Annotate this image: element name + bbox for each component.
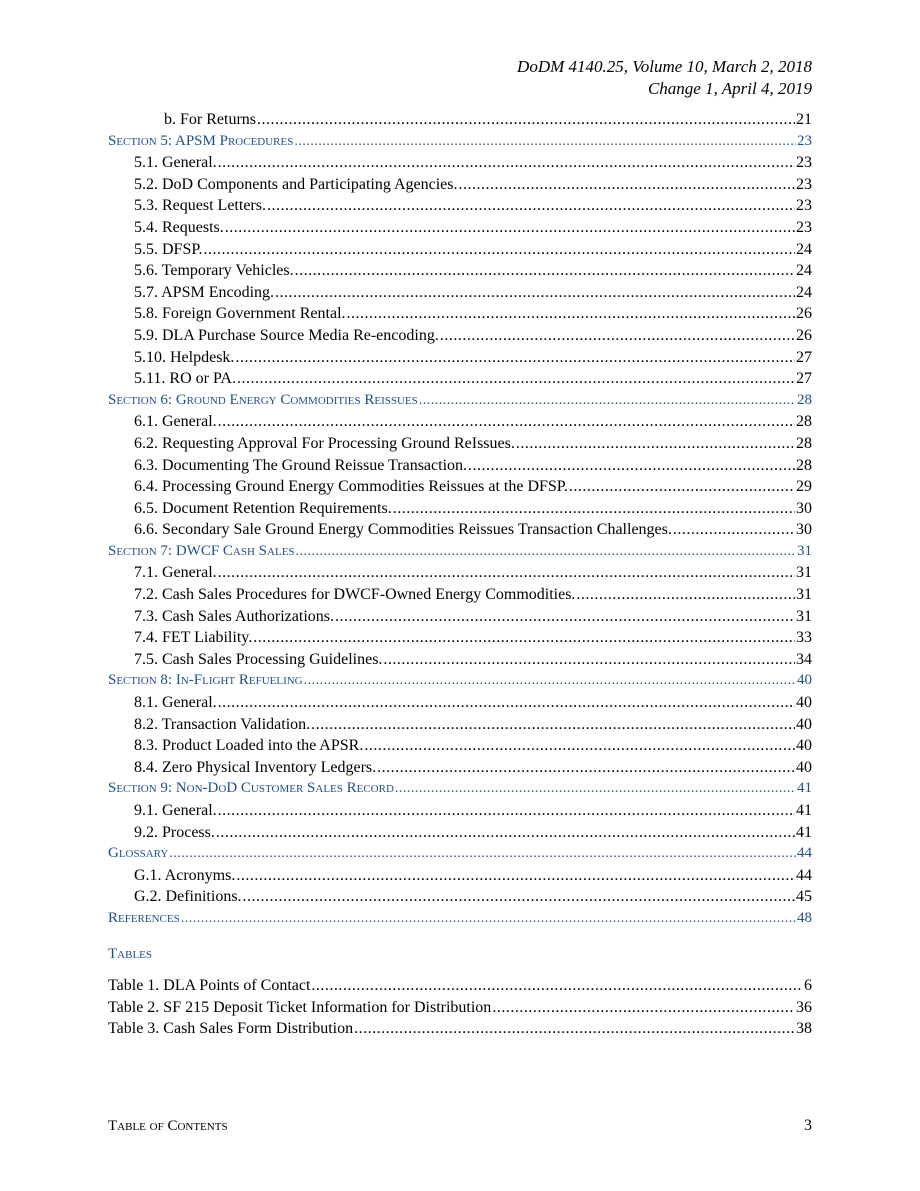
toc-entry[interactable]: [108, 735, 812, 757]
toc-entry-page: 41: [796, 823, 812, 841]
dot-leader: [296, 541, 796, 563]
page-header: [517, 56, 812, 99]
dot-leader: [203, 239, 795, 261]
toc-entry[interactable]: [108, 195, 812, 217]
dot-leader: [275, 282, 795, 304]
toc-entry-page: 33: [796, 629, 812, 647]
toc-entry[interactable]: [108, 1018, 812, 1040]
dot-leader: [235, 347, 795, 369]
footer-page-number: 3: [804, 1117, 812, 1134]
dot-leader: [311, 975, 803, 997]
toc-entry-label: 8.3. Product Loaded into the APSR.: [134, 737, 364, 755]
dot-leader: [377, 757, 795, 779]
toc-entry[interactable]: [108, 498, 812, 520]
dot-leader: [218, 692, 795, 714]
toc-entry-page: 45: [796, 888, 812, 906]
toc-entry-label: 5.8. Foreign Government Rental.: [134, 305, 346, 323]
toc-entry-page: 48: [797, 909, 812, 926]
toc-entry[interactable]: [108, 606, 812, 628]
toc-section-link[interactable]: [108, 843, 812, 865]
toc-entry-page: 26: [796, 305, 812, 323]
toc-entry-label: 7.1. General.: [134, 564, 217, 582]
dot-leader: [216, 822, 795, 844]
toc-entry-label: G.2. Definitions.: [134, 888, 242, 906]
toc-entry-page: 26: [796, 326, 812, 344]
toc-entry-label: 5.11. RO or PA.: [134, 370, 236, 388]
toc-entry-page: 41: [796, 802, 812, 819]
toc-entry-page: 44: [797, 845, 812, 862]
dot-leader: [225, 217, 795, 239]
toc-entry[interactable]: [108, 562, 812, 584]
toc-entry-label: Section 9: Non-DoD Customer Sales Record: [108, 780, 394, 797]
dot-leader: [516, 433, 795, 455]
toc-entry-page: 30: [796, 521, 812, 539]
toc-entry[interactable]: [108, 368, 812, 390]
dot-leader: [393, 498, 795, 520]
toc-entry-page: 40: [797, 672, 812, 689]
toc-entry-page: 27: [796, 370, 812, 388]
dot-leader: [395, 778, 796, 800]
toc-entry[interactable]: [108, 800, 812, 822]
dot-leader: [364, 735, 795, 757]
toc-entry-page: 28: [796, 434, 812, 452]
toc-entry-page: 23: [796, 218, 812, 236]
toc-entry-label: Section 8: In-Flight Refueling: [108, 672, 303, 689]
toc-entry-label: 5.3. Request Letters.: [134, 197, 266, 215]
toc-entry-label: 9.1. General.: [134, 802, 217, 819]
toc-entry[interactable]: [108, 109, 812, 131]
footer-section-title: Table of Contents: [108, 1118, 228, 1134]
toc-entry-label: 5.6. Temporary Vehicles.: [134, 262, 294, 280]
toc-entry[interactable]: [108, 282, 812, 304]
toc-entry[interactable]: [108, 584, 812, 606]
toc-entry[interactable]: [108, 217, 812, 239]
toc-entry-page: 31: [796, 607, 812, 625]
dot-leader: [253, 627, 795, 649]
toc-section-link[interactable]: [108, 908, 812, 930]
toc-entry-label: 7.5. Cash Sales Processing Guidelines.: [134, 650, 383, 668]
toc-entry-page: 40: [796, 715, 812, 733]
toc-entry-label: 5.10. Helpdesk.: [134, 348, 235, 366]
toc-entry-label: 8.2. Transaction Validation.: [134, 715, 311, 733]
toc-entry-label: G.1. Acronyms.: [134, 866, 236, 884]
toc-entry-page: 31: [796, 564, 812, 582]
toc-section-link[interactable]: [108, 778, 812, 800]
dot-leader: [181, 908, 796, 930]
dot-leader: [440, 325, 795, 347]
toc-entry-page: 27: [796, 348, 812, 366]
toc-entry-label: 5.5. DFSP.: [134, 240, 203, 258]
tables-heading: Tables: [108, 946, 152, 962]
dot-leader: [218, 800, 795, 822]
toc-entry-page: 40: [796, 737, 812, 755]
toc-entry-label: 6.2. Requesting Approval For Processing Ground ReIssues.: [134, 434, 515, 452]
dot-leader: [218, 411, 795, 433]
toc-entry[interactable]: [108, 174, 812, 196]
toc-section-link[interactable]: [108, 670, 812, 692]
toc-entry-page: 24: [796, 262, 812, 280]
dot-leader: [218, 562, 795, 584]
dot-leader: [169, 843, 796, 865]
toc-section-link[interactable]: [108, 131, 812, 153]
toc-entry-page: 23: [796, 197, 812, 215]
toc-entry-label: Table 3. Cash Sales Form Distribution: [108, 1020, 354, 1038]
toc-entry-page: 23: [797, 132, 812, 149]
toc-entry[interactable]: [108, 649, 812, 671]
dot-leader: [311, 714, 795, 736]
toc-entry-label: Table 1. DLA Points of Contact: [108, 977, 311, 994]
toc-entry[interactable]: [108, 303, 812, 325]
dot-leader: [383, 649, 795, 671]
toc-entry-page: 23: [796, 175, 812, 193]
toc-entry-page: 24: [796, 240, 812, 258]
toc-entry[interactable]: [108, 347, 812, 369]
toc-entry[interactable]: [108, 714, 812, 736]
toc-entry-label: 5.7. APSM Encoding.: [134, 283, 275, 301]
toc-section-link[interactable]: [108, 541, 812, 563]
toc-entry-page: 21: [796, 111, 812, 128]
toc-entry-page: 30: [796, 499, 812, 517]
toc-entry[interactable]: [108, 455, 812, 477]
toc-entry-page: 28: [796, 413, 812, 431]
header-line-1: DoDM 4140.25, Volume 10, March 2, 2018: [517, 57, 812, 76]
dot-leader: [237, 368, 795, 390]
toc-entry-label: 7.2. Cash Sales Procedures for DWCF-Owned Energy Commodities.: [134, 586, 576, 604]
toc-entry[interactable]: [108, 325, 812, 347]
toc-entry-label: 8.1. General.: [134, 694, 217, 712]
toc-entry-label: 9.2. Process.: [134, 823, 215, 841]
toc-entry-page: 31: [796, 586, 812, 604]
toc-entry[interactable]: [108, 411, 812, 433]
toc-entry-label: 8.4. Zero Physical Inventory Ledgers.: [134, 758, 377, 776]
toc-entry-label: Glossary: [108, 845, 169, 862]
toc-entry-label: 6.1. General.: [134, 413, 217, 431]
dot-leader: [257, 109, 795, 131]
toc-entry[interactable]: [108, 239, 812, 261]
toc-entry-label: 7.3. Cash Sales Authorizations.: [134, 607, 334, 625]
toc-entry-page: 40: [796, 758, 812, 776]
dot-leader: [294, 131, 796, 153]
dot-leader: [576, 584, 795, 606]
toc-entry[interactable]: [108, 822, 812, 844]
dot-leader: [468, 455, 795, 477]
toc-entry-label: 6.5. Document Retention Requirements.: [134, 499, 392, 517]
dot-leader: [243, 886, 795, 908]
toc-entry[interactable]: [108, 433, 812, 455]
dot-leader: [236, 865, 795, 887]
toc-entry[interactable]: [108, 886, 812, 908]
toc-entry-label: 5.2. DoD Components and Participating Agencies.: [134, 175, 458, 193]
toc-entry[interactable]: [108, 692, 812, 714]
toc-entry[interactable]: [108, 997, 812, 1019]
toc-entry-page: 28: [796, 456, 812, 474]
toc-entry-label: b. For Returns: [164, 111, 256, 128]
dot-leader: [218, 152, 795, 174]
dot-leader: [295, 260, 795, 282]
toc-entry-label: 5.4. Requests.: [134, 218, 224, 236]
toc-entry-page: 28: [797, 391, 812, 408]
dot-leader: [304, 670, 796, 692]
dot-leader: [673, 519, 795, 541]
toc-section-link[interactable]: [108, 390, 812, 412]
toc-entry-label: References: [108, 909, 180, 926]
toc-entry-label: Table 2. SF 215 Deposit Ticket Information for Distribution: [108, 998, 492, 1016]
toc-entry-page: 29: [796, 478, 812, 496]
toc-entry-label: 5.1. General.: [134, 154, 217, 172]
toc-entry-label: Section 6: Ground Energy Commodities Reissues: [108, 391, 418, 408]
dot-leader: [347, 303, 795, 325]
toc-entry-page: 34: [796, 650, 812, 668]
toc-entry-page: 23: [796, 154, 812, 172]
header-line-2: Change 1, April 4, 2019: [647, 78, 812, 98]
toc-entry[interactable]: [108, 476, 812, 498]
dot-leader: [492, 997, 795, 1019]
toc-entry[interactable]: [108, 975, 812, 997]
toc-entry[interactable]: [108, 519, 812, 541]
toc-entry[interactable]: [108, 260, 812, 282]
toc-entry-page: 24: [796, 283, 812, 301]
toc-entry-label: 6.6. Secondary Sale Ground Energy Commodities Reissues Transaction Challenges.: [134, 521, 672, 539]
toc-entry-page: 41: [797, 780, 812, 797]
toc-entry-label: 6.4. Processing Ground Energy Commodities Reissues at the DFSP.: [134, 478, 568, 496]
toc-entry[interactable]: [108, 627, 812, 649]
table-of-contents: [108, 109, 812, 930]
toc-entry-label: 7.4. FET Liability.: [134, 629, 253, 647]
toc-entry-page: 40: [796, 694, 812, 712]
toc-entry-page: 38: [796, 1020, 812, 1038]
toc-entry[interactable]: [108, 865, 812, 887]
list-of-tables: [108, 975, 812, 1040]
toc-entry-label: 6.3. Documenting The Ground Reissue Transaction.: [134, 456, 468, 474]
dot-leader: [354, 1018, 795, 1040]
dot-leader: [569, 476, 795, 498]
toc-entry-page: 36: [796, 998, 812, 1016]
dot-leader: [459, 174, 795, 196]
dot-leader: [335, 606, 795, 628]
toc-entry-page: 44: [796, 866, 812, 884]
toc-entry[interactable]: [108, 152, 812, 174]
dot-leader: [267, 195, 795, 217]
toc-entry-page: 31: [797, 542, 812, 559]
toc-entry[interactable]: [108, 757, 812, 779]
toc-entry-label: Section 5: APSM Procedures: [108, 132, 294, 149]
toc-entry-label: 5.9. DLA Purchase Source Media Re-encoding.: [134, 326, 439, 344]
toc-entry-page: 6: [804, 977, 812, 994]
toc-entry-label: Section 7: DWCF Cash Sales: [108, 542, 295, 559]
dot-leader: [419, 390, 796, 412]
